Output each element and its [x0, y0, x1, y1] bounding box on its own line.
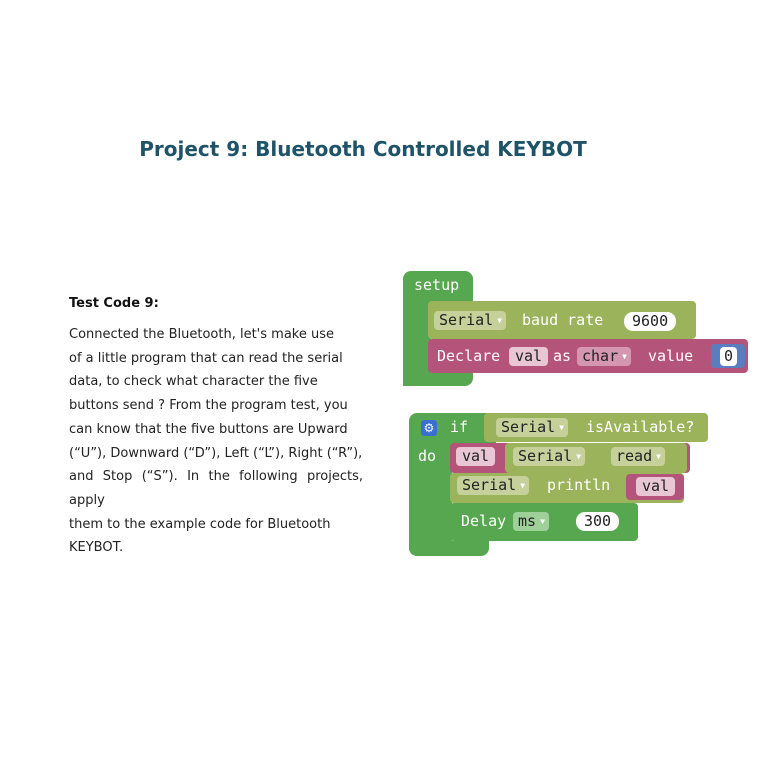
declare-label: Declare — [437, 347, 501, 365]
baud-rate-input[interactable]: 9600 — [624, 312, 676, 331]
paragraph-line: (“U”), Downward (“D”), Left (“L”), Right (“R”), — [69, 445, 363, 461]
value-label: value — [648, 347, 694, 365]
variable-name-field[interactable]: val — [509, 347, 548, 366]
paragraph-line: can know that the five buttons are Upward — [69, 421, 348, 437]
dropdown-arrow-icon: ▼ — [576, 452, 582, 461]
description-paragraph — [69, 323, 363, 560]
baud-rate-label: baud rate — [522, 311, 604, 329]
serial-dropdown[interactable]: Serial ▼ — [496, 418, 568, 437]
setup-label: setup — [414, 276, 460, 294]
page-title: Project 9: Bluetooth Controlled KEYBOT — [139, 137, 587, 161]
init-value-field[interactable]: 0 — [720, 347, 737, 366]
dropdown-arrow-icon: ▼ — [559, 423, 565, 432]
read-dropdown[interactable]: read ▼ — [611, 447, 665, 466]
serial-dropdown[interactable]: Serial ▼ — [457, 476, 529, 495]
gear-icon[interactable]: ⚙ — [421, 420, 437, 436]
setup-block-footer — [403, 373, 473, 386]
do-label: do — [418, 447, 437, 465]
serial-dropdown[interactable]: Serial ▼ — [513, 447, 585, 466]
variable-name-field[interactable]: val — [456, 447, 495, 466]
section-heading: Test Code 9: — [69, 296, 159, 311]
paragraph-line: buttons send ? From the program test, you — [69, 398, 348, 414]
paragraph-line: data, to check what character the five — [69, 374, 318, 390]
dropdown-arrow-icon: ▼ — [540, 517, 545, 526]
if-label: if — [450, 418, 469, 436]
variable-name-field[interactable]: val — [636, 477, 675, 496]
dropdown-arrow-icon: ▼ — [656, 452, 661, 461]
type-dropdown[interactable]: char ▼ — [577, 347, 631, 366]
dropdown-arrow-icon: ▼ — [497, 316, 503, 325]
delay-value-input[interactable]: 300 — [576, 512, 619, 531]
as-label: as — [553, 347, 572, 365]
serial-dropdown[interactable]: Serial ▼ — [434, 311, 506, 330]
dropdown-arrow-icon: ▼ — [520, 481, 526, 490]
dropdown-arrow-icon: ▼ — [622, 352, 627, 361]
paragraph-line: and Stop (“S”). In the following projects, apply — [69, 469, 363, 508]
delay-unit-dropdown[interactable]: ms ▼ — [513, 512, 549, 531]
delay-label: Delay — [461, 512, 507, 530]
if-block-footer — [409, 541, 489, 556]
println-label: println — [547, 476, 611, 494]
paragraph-line: KEYBOT. — [69, 540, 124, 556]
paragraph-line: of a little program that can read the serial — [69, 350, 343, 366]
paragraph-line: Connected the Bluetooth, let's make use — [69, 327, 334, 342]
paragraph-line: them to the example code for Bluetooth — [69, 516, 331, 532]
is-available-label: isAvailable? — [586, 418, 695, 436]
